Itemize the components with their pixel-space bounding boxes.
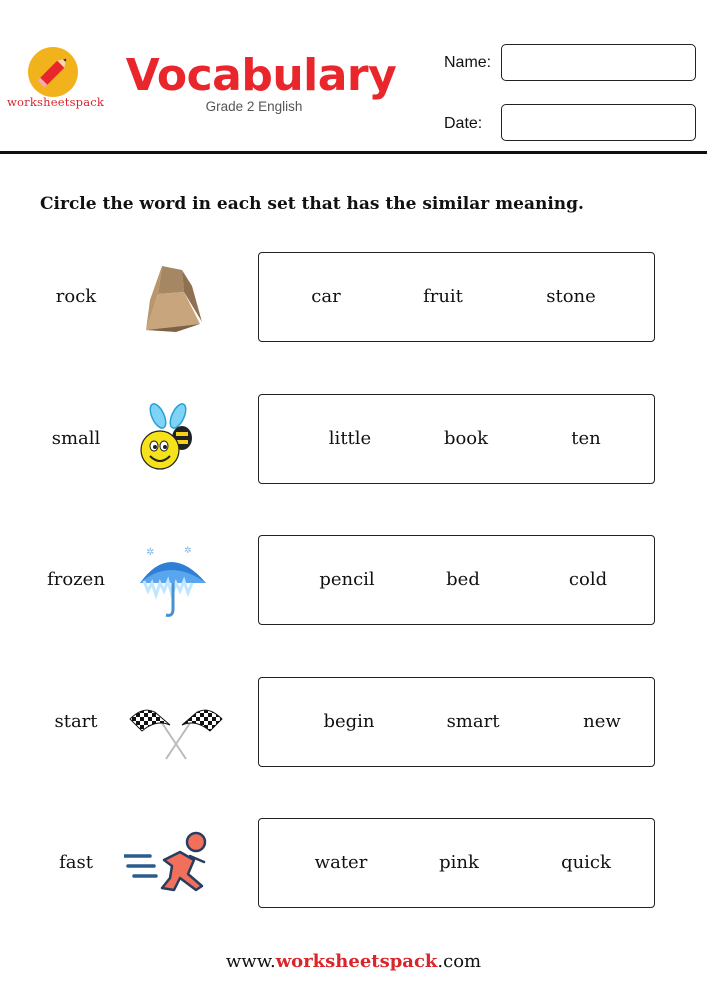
pencil-logo-icon bbox=[27, 46, 79, 98]
svg-text:✲: ✲ bbox=[184, 546, 192, 556]
option-word[interactable]: pencil bbox=[319, 569, 375, 590]
header-divider bbox=[0, 151, 707, 154]
option-word[interactable]: new bbox=[583, 711, 621, 732]
svg-text:✲: ✲ bbox=[146, 547, 155, 558]
option-word[interactable]: ten bbox=[571, 428, 601, 449]
running-person-icon bbox=[124, 826, 228, 902]
checkered-flags-icon bbox=[124, 685, 228, 761]
option-word[interactable]: little bbox=[328, 428, 372, 449]
page-subtitle: Grade 2 English bbox=[205, 99, 303, 114]
exercise-row bbox=[0, 394, 707, 484]
options-box bbox=[258, 252, 655, 342]
exercise-row bbox=[0, 535, 707, 625]
options-box bbox=[258, 535, 655, 625]
footer-suffix: .com bbox=[437, 951, 482, 972]
option-word[interactable]: smart bbox=[446, 711, 500, 732]
page-title: Vocabulary bbox=[125, 50, 397, 101]
footer-prefix: www. bbox=[225, 951, 276, 972]
option-word[interactable]: cold bbox=[568, 569, 608, 590]
target-word: fast bbox=[59, 852, 93, 873]
target-word: frozen bbox=[47, 569, 105, 590]
option-word[interactable]: car bbox=[311, 286, 341, 307]
name-field[interactable] bbox=[501, 44, 696, 81]
exercise-row bbox=[0, 818, 707, 908]
date-field[interactable] bbox=[501, 104, 696, 141]
option-word[interactable]: stone bbox=[546, 286, 596, 307]
rock-icon bbox=[124, 260, 228, 336]
option-word[interactable]: book bbox=[443, 428, 489, 449]
target-word: rock bbox=[55, 286, 97, 307]
footer-brand: worksheetspack bbox=[275, 951, 438, 972]
exercise-row bbox=[0, 677, 707, 767]
option-word[interactable]: begin bbox=[323, 711, 375, 732]
option-word[interactable]: water bbox=[314, 852, 368, 873]
frozen-umbrella-icon bbox=[124, 543, 228, 619]
bee-icon bbox=[124, 402, 228, 478]
options-box bbox=[258, 394, 655, 484]
target-word: start bbox=[54, 711, 98, 732]
option-word[interactable]: fruit bbox=[423, 286, 463, 307]
instruction-text: Circle the word in each set that has the similar meaning. bbox=[40, 194, 584, 214]
footer-url[interactable] bbox=[0, 951, 707, 972]
name-label: Name: bbox=[444, 54, 492, 71]
target-word: small bbox=[51, 428, 101, 449]
options-box bbox=[258, 677, 655, 767]
option-word[interactable]: quick bbox=[561, 852, 611, 873]
options-box bbox=[258, 818, 655, 908]
option-word[interactable]: bed bbox=[446, 569, 480, 590]
exercise-row bbox=[0, 252, 707, 342]
logo-text: worksheetspack bbox=[7, 95, 105, 109]
option-word[interactable]: pink bbox=[439, 852, 479, 873]
date-label: Date: bbox=[444, 115, 483, 132]
